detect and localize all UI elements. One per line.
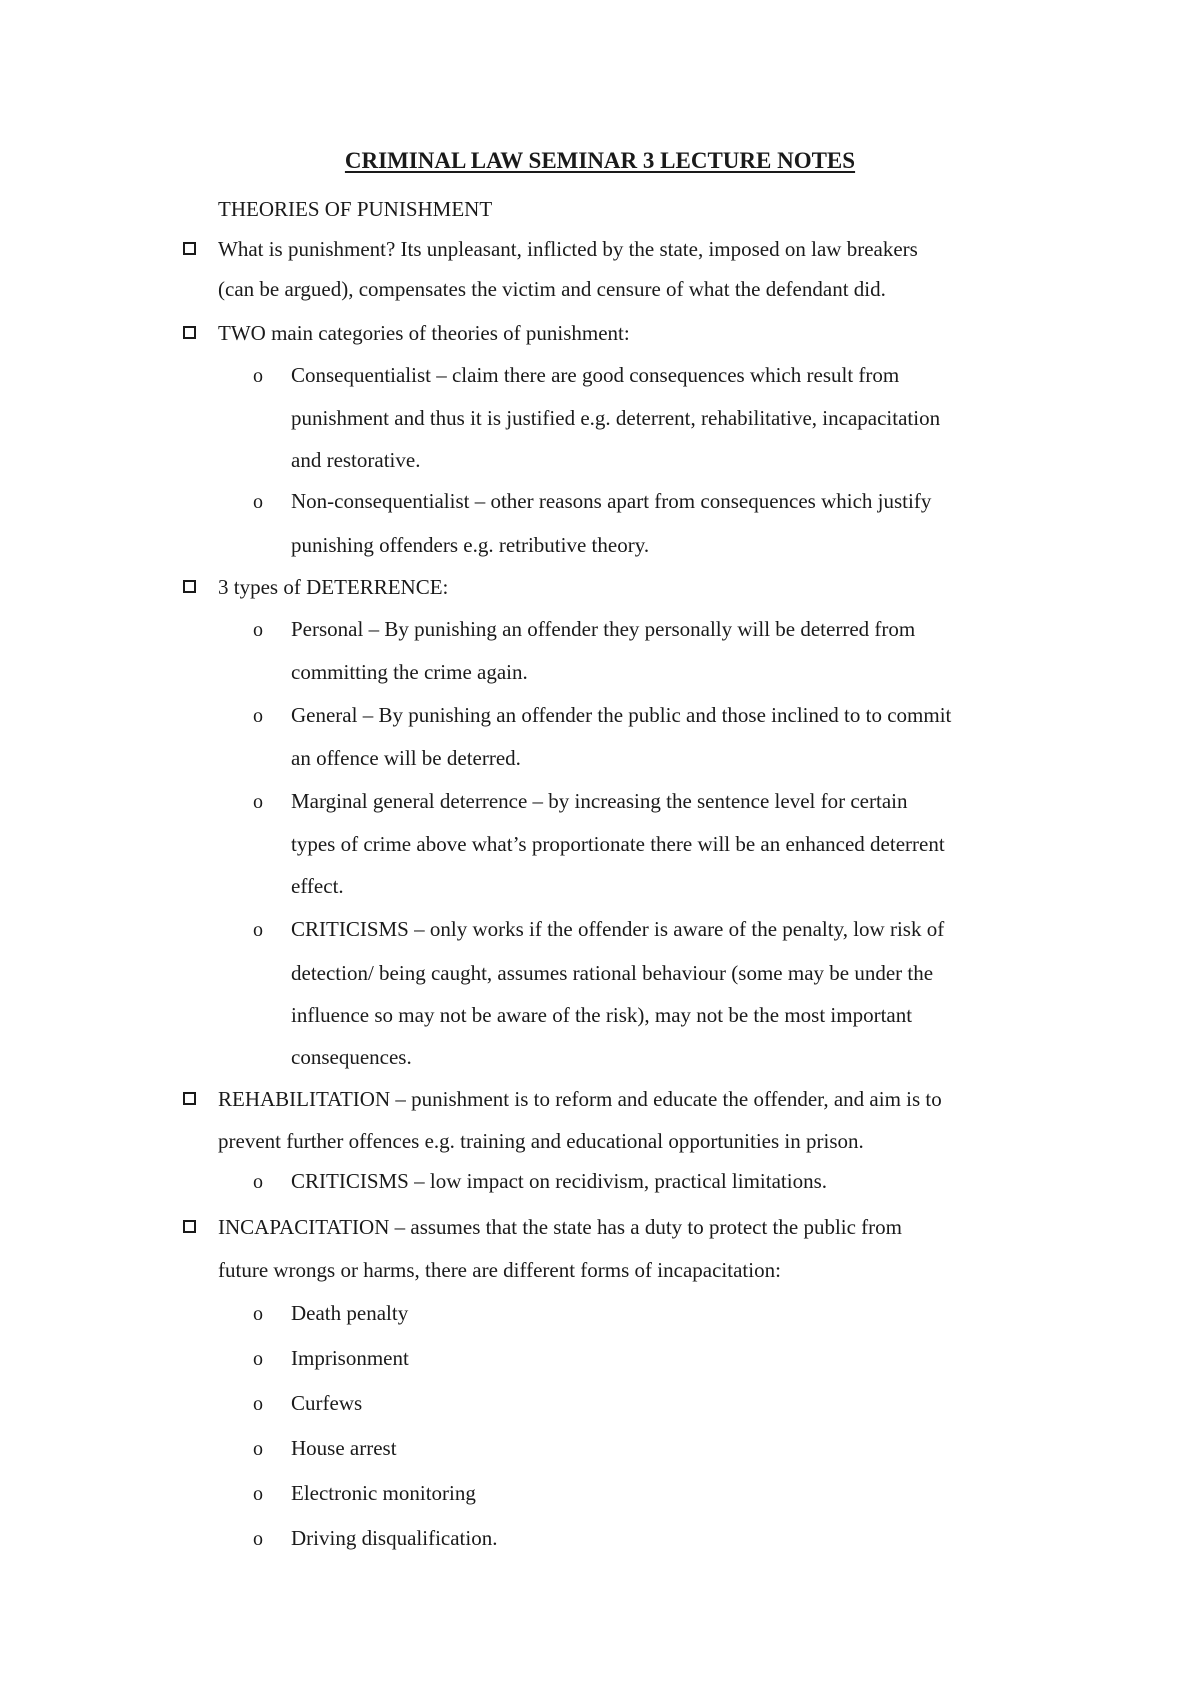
- sub-bullet-text: Marginal general deterrence – by increasing the sentence level for certain: [291, 789, 908, 813]
- list-item: Death penalty: [291, 1301, 409, 1325]
- circle-bullet-icon: o: [253, 365, 263, 387]
- sub-bullet-text: punishment and thus it is justified e.g. deterrent, rehabilitative, incapacitation: [291, 406, 941, 430]
- circle-bullet-icon: o: [253, 619, 263, 641]
- sub-bullet-text: CRITICISMS – only works if the offender is aware of the penalty, low risk of: [291, 917, 945, 941]
- checkbox-bullet-icon: [183, 1092, 196, 1105]
- sub-bullet-text: detection/ being caught, assumes rational behaviour (some may be under the: [291, 961, 934, 985]
- circle-bullet-icon: o: [253, 1438, 263, 1460]
- checkbox-bullet-icon: [183, 1220, 196, 1233]
- circle-bullet-icon: o: [253, 1483, 263, 1505]
- sub-bullet-text: committing the crime again.: [291, 660, 528, 684]
- list-item: Imprisonment: [291, 1346, 409, 1370]
- circle-bullet-icon: o: [253, 919, 263, 941]
- sub-bullet-text: Personal – By punishing an offender they personally will be deterred from: [291, 617, 916, 641]
- sub-bullet-text: influence so may not be aware of the risk), may not be the most important: [291, 1003, 913, 1027]
- sub-bullet-text: punishing offenders e.g. retributive theory.: [291, 533, 650, 557]
- circle-bullet-icon: o: [253, 1348, 263, 1370]
- circle-bullet-icon: o: [253, 1393, 263, 1415]
- list-item: Curfews: [291, 1391, 363, 1415]
- checkbox-bullet-icon: [183, 242, 196, 255]
- sub-bullet-text: consequences.: [291, 1045, 412, 1069]
- circle-bullet-icon: o: [253, 491, 263, 513]
- bullet-text: prevent further offences e.g. training and educational opportunities in prison.: [218, 1129, 864, 1153]
- list-item: Electronic monitoring: [291, 1481, 476, 1505]
- sub-bullet-text: Non-consequentialist – other reasons apart from consequences which justify: [291, 489, 932, 513]
- circle-bullet-icon: o: [253, 791, 263, 813]
- list-item: Driving disqualification.: [291, 1526, 498, 1550]
- circle-bullet-icon: o: [253, 1528, 263, 1550]
- circle-bullet-icon: o: [253, 1303, 263, 1325]
- bullet-text: 3 types of DETERRENCE:: [218, 575, 449, 599]
- sub-bullet-text: CRITICISMS – low impact on recidivism, practical limitations.: [291, 1169, 828, 1193]
- list-item: House arrest: [291, 1436, 397, 1460]
- sub-bullet-text: effect.: [291, 874, 344, 898]
- sub-bullet-text: Consequentialist – claim there are good consequences which result from: [291, 363, 900, 387]
- bullet-text: TWO main categories of theories of punishment:: [218, 321, 630, 345]
- bullet-text: REHABILITATION – punishment is to reform and educate the offender, and aim is to: [218, 1087, 942, 1111]
- bullet-text: INCAPACITATION – assumes that the state has a duty to protect the public from: [218, 1215, 903, 1239]
- sub-bullet-text: an offence will be deterred.: [291, 746, 521, 770]
- sub-bullet-text: types of crime above what’s proportionate there will be an enhanced deterrent: [291, 832, 945, 856]
- section-heading: THEORIES OF PUNISHMENT: [218, 197, 493, 221]
- bullet-text: What is punishment? Its unpleasant, inflicted by the state, imposed on law breakers: [218, 237, 918, 261]
- circle-bullet-icon: o: [253, 705, 263, 727]
- document-title: CRIMINAL LAW SEMINAR 3 LECTURE NOTES: [344, 148, 856, 173]
- bullet-text: future wrongs or harms, there are different forms of incapacitation:: [218, 1258, 781, 1282]
- sub-bullet-text: and restorative.: [291, 448, 421, 472]
- circle-bullet-icon: o: [253, 1171, 263, 1193]
- sub-bullet-text: General – By punishing an offender the public and those inclined to to commit: [291, 703, 952, 727]
- checkbox-bullet-icon: [183, 326, 196, 339]
- checkbox-bullet-icon: [183, 580, 196, 593]
- bullet-text: (can be argued), compensates the victim and censure of what the defendant did.: [218, 277, 886, 301]
